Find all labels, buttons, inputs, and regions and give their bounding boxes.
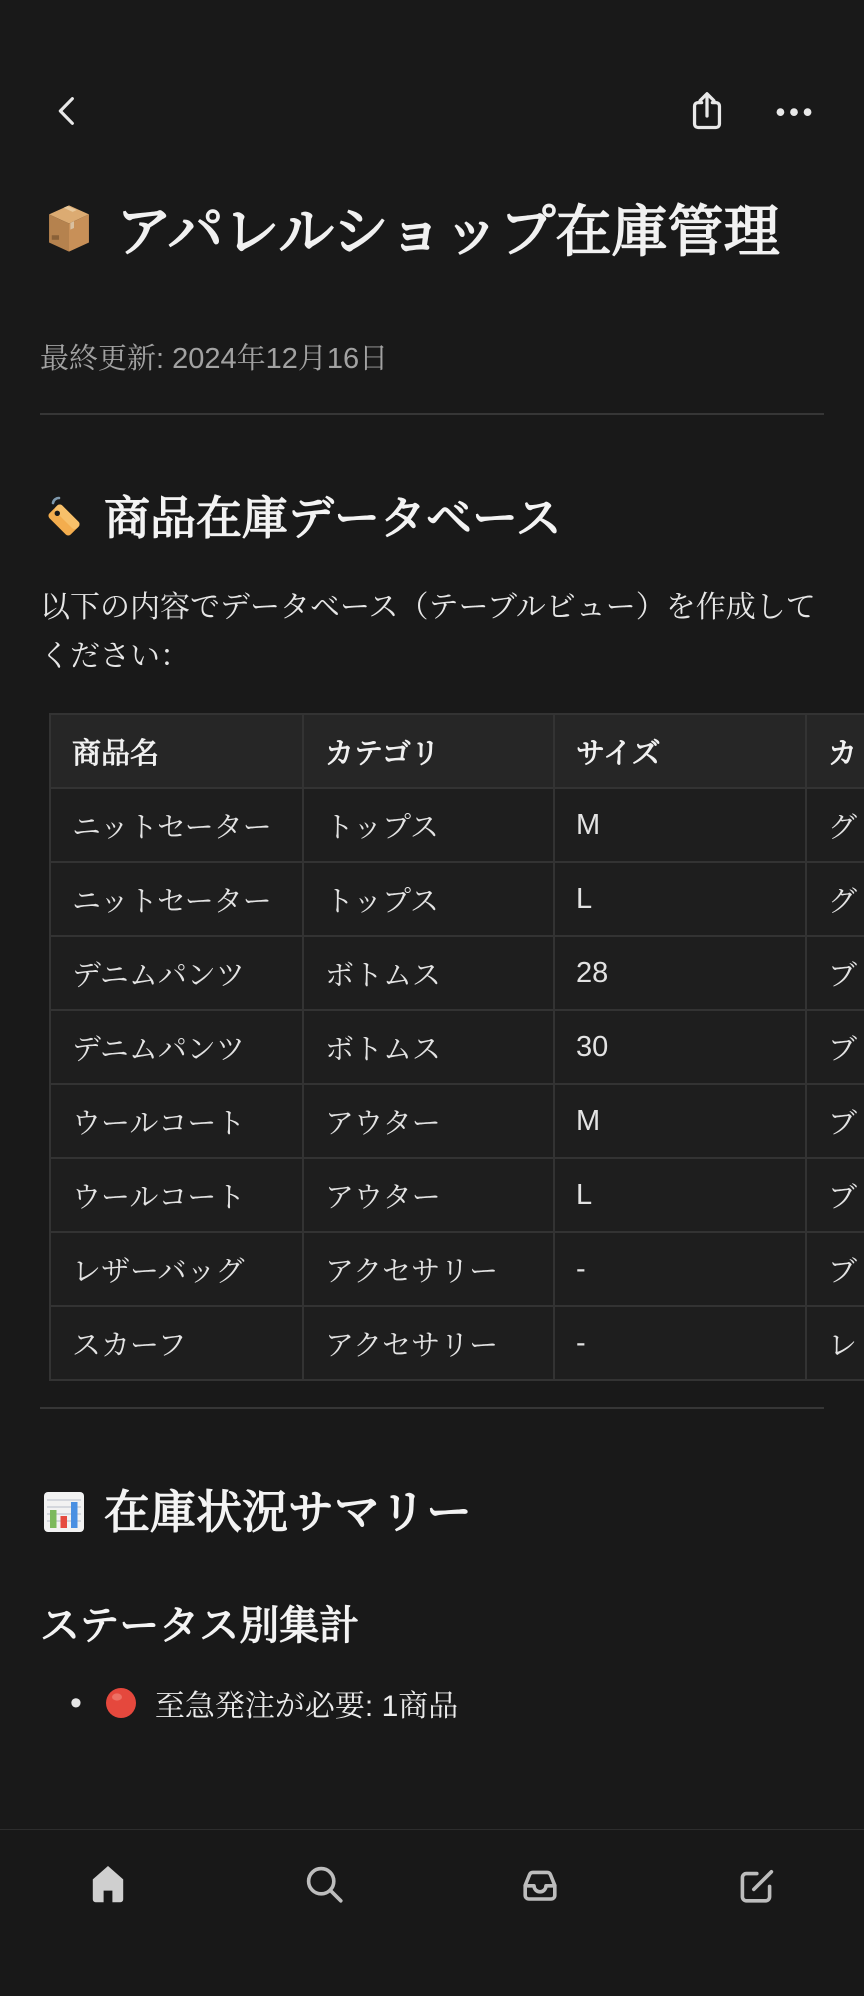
bullet-dot: • [70, 1684, 82, 1722]
divider [40, 413, 824, 415]
table-cell[interactable]: ブ [806, 1232, 864, 1306]
search-icon [300, 1860, 348, 1908]
table-column-header[interactable]: 商品名 [50, 714, 303, 788]
back-button[interactable] [48, 91, 88, 131]
table-cell[interactable]: 30 [554, 1010, 806, 1084]
inbox-icon [516, 1860, 564, 1908]
home-icon [84, 1860, 132, 1908]
nav-search-button[interactable] [216, 1860, 432, 1908]
red-circle-emoji-icon [104, 1686, 138, 1720]
table-cell[interactable]: アウター [303, 1158, 554, 1232]
table-cell[interactable]: デニムパンツ [50, 936, 303, 1010]
table-cell[interactable]: アウター [303, 1084, 554, 1158]
page-title [40, 192, 824, 272]
more-button[interactable] [772, 89, 816, 133]
table-cell[interactable]: ウールコート [50, 1084, 303, 1158]
share-icon [684, 88, 730, 134]
compose-icon [732, 1860, 780, 1908]
inventory-section-heading-text: 商品在庫データベース [104, 492, 562, 544]
table-cell[interactable]: グ [806, 788, 864, 862]
package-emoji-icon [40, 198, 98, 256]
table-column-header[interactable]: カテゴリ [303, 714, 554, 788]
table-column-header[interactable]: サイズ [554, 714, 806, 788]
table-cell[interactable]: レ [806, 1306, 864, 1380]
table-cell[interactable]: - [554, 1232, 806, 1306]
table-cell[interactable]: ボトムス [303, 1010, 554, 1084]
share-button[interactable] [684, 88, 730, 134]
table-cell[interactable]: ウールコート [50, 1158, 303, 1232]
table-cell[interactable]: M [554, 788, 806, 862]
table-cell[interactable]: ニットセーター [50, 862, 303, 936]
intro-paragraph: 以下の内容でデータベース（テーブルビュー）を作成してください： [40, 591, 816, 673]
inventory-table-wrap [49, 713, 864, 1381]
table-column-header[interactable]: カ [806, 714, 864, 788]
divider [40, 1407, 824, 1409]
table-cell[interactable]: M [554, 1084, 806, 1158]
table-cell[interactable]: ブ [806, 1158, 864, 1232]
table-cell[interactable]: レザーバッグ [50, 1232, 303, 1306]
status-bullet-text: 至急発注が必要: 1商品 [154, 1690, 459, 1723]
table-row [50, 1010, 864, 1084]
table-cell[interactable]: トップス [303, 788, 554, 862]
table-cell[interactable]: L [554, 862, 806, 936]
table-cell[interactable]: ニットセーター [50, 788, 303, 862]
bar-chart-emoji-icon [40, 1488, 88, 1536]
table-cell[interactable]: デニムパンツ [50, 1010, 303, 1084]
table-row [50, 1306, 864, 1380]
table-cell[interactable]: ブ [806, 1084, 864, 1158]
bottom-nav-bar [0, 1829, 864, 1996]
table-row [50, 936, 864, 1010]
table-header-row [50, 714, 864, 788]
table-cell[interactable]: アクセサリー [303, 1306, 554, 1380]
table-cell[interactable]: トップス [303, 862, 554, 936]
table-row [50, 1232, 864, 1306]
table-cell[interactable]: ブ [806, 936, 864, 1010]
summary-section-heading [40, 1481, 824, 1543]
table-row [50, 788, 864, 862]
table-row [50, 862, 864, 936]
status-bullet-item [40, 1681, 824, 1725]
top-bar [0, 76, 864, 146]
table-cell[interactable]: ブ [806, 1010, 864, 1084]
ellipsis-icon [772, 89, 816, 133]
table-cell[interactable]: L [554, 1158, 806, 1232]
label-tag-emoji-icon [40, 494, 88, 542]
table-row [50, 1158, 864, 1232]
table-cell[interactable]: スカーフ [50, 1306, 303, 1380]
table-row [50, 1084, 864, 1158]
table-cell[interactable]: - [554, 1306, 806, 1380]
summary-section-heading-text: 在庫状況サマリー [104, 1486, 472, 1538]
status-subheading: ステータス別集計 [40, 1604, 360, 1648]
nav-home-button[interactable] [0, 1860, 216, 1908]
table-cell[interactable]: 28 [554, 936, 806, 1010]
last-updated-text: 最終更新: 2024年12月16日 [40, 343, 389, 375]
inventory-section-heading [40, 487, 824, 549]
inventory-table-body [50, 788, 864, 1380]
table-cell[interactable]: ボトムス [303, 936, 554, 1010]
nav-inbox-button[interactable] [432, 1860, 648, 1908]
page-title-text: アパレルショップ在庫管理 [116, 200, 780, 263]
table-cell[interactable]: グ [806, 862, 864, 936]
chevron-left-icon [48, 91, 88, 131]
inventory-table [49, 713, 864, 1381]
nav-compose-button[interactable] [648, 1860, 864, 1908]
table-cell[interactable]: アクセサリー [303, 1232, 554, 1306]
